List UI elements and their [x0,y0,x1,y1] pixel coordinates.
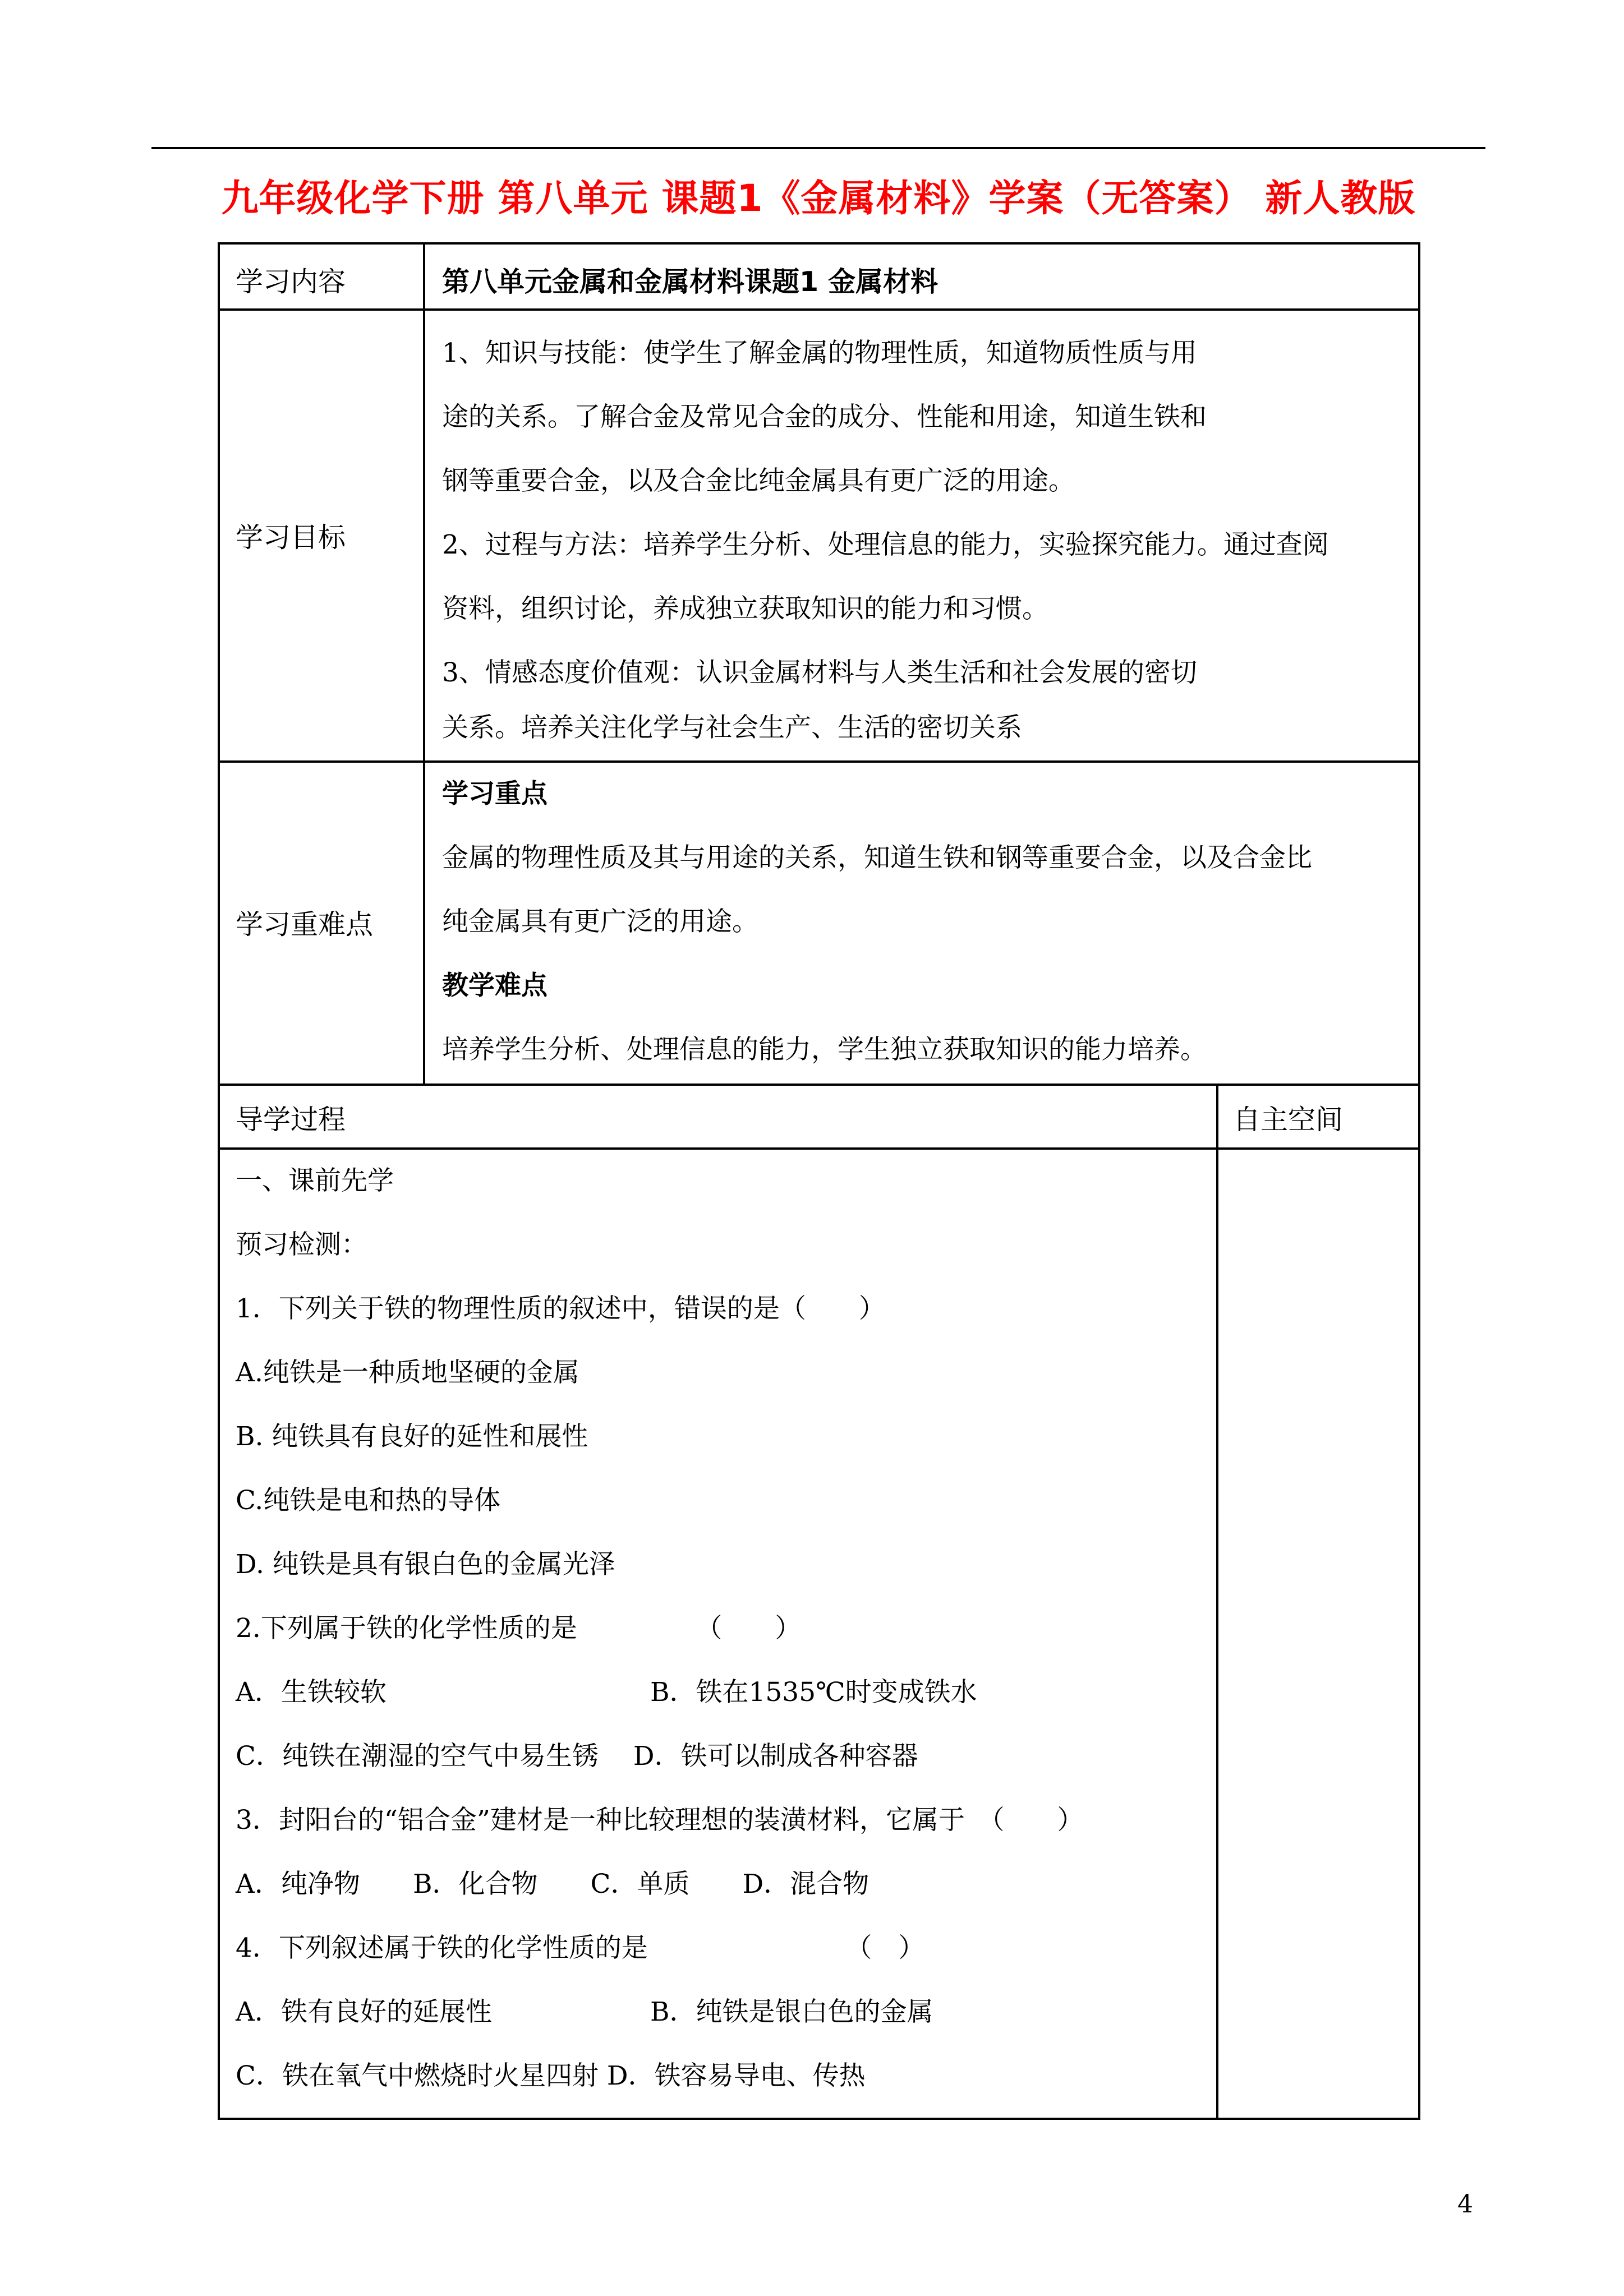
difficulty-heading: 教学难点 [442,970,548,1001]
option-line: C.纯铁是电和热的导体 [236,1485,501,1516]
row-divider [220,1084,1418,1086]
question-4: 4．下列叙述属于铁的化学性质的是 （ ） [236,1933,925,1963]
option-line: B. 纯铁具有良好的延性和展性 [236,1421,588,1452]
objective-line: 3、情感态度价值观：认识金属材料与人类生活和社会发展的密切 [442,657,1197,688]
content-value: 第八单元金属和金属材料课题1 金属材料 [442,266,938,298]
objective-line: 关系。培养关注化学与社会生产、生活的密切关系 [442,712,1022,743]
document-title: 九年级化学下册 第八单元 课题1《金属材料》学案（无答案） 新人教版 [221,177,1416,220]
option-line: A.纯铁是一种质地坚硬的金属 [236,1357,579,1388]
key-points-heading: 学习重点 [442,778,548,809]
option-line: A．纯净物 B．化合物 C．单质 D．混合物 [236,1869,869,1899]
objective-line: 钢等重要合金，以及合金比纯金属具有更广泛的用途。 [442,465,1075,496]
objective-line: 2、过程与方法：培养学生分析、处理信息的能力，实验探究能力。通过查阅 [442,529,1329,560]
column-divider [423,245,425,1085]
key-points-label: 学习重难点 [236,909,374,940]
column-divider [1216,1085,1218,2118]
option-line: A．生铁较软 B．铁在1535℃时变成铁水 [236,1677,977,1708]
question-2: 2.下列属于铁的化学性质的是 （ ） [236,1613,802,1644]
key-points-text: 金属的物理性质及其与用途的关系，知道生铁和钢等重要合金，以及合金比 [442,842,1312,873]
question-3: 3．封阳台的“铝合金”建材是一种比较理想的装潢材料，它属于 （ ） [236,1805,1084,1836]
header-rule [151,147,1485,149]
self-space-header: 自主空间 [1233,1104,1344,1136]
option-line: D. 纯铁是具有银白色的金属光泽 [236,1549,615,1580]
page-number: 4 [1457,2190,1473,2219]
key-points-text: 纯金属具有更广泛的用途。 [442,906,758,937]
row-divider [220,760,1418,763]
process-line: 预习检测： [236,1229,367,1260]
content-label: 学习内容 [236,266,346,298]
process-line: 一、课前先学 [236,1165,394,1196]
difficulty-text: 培养学生分析、处理信息的能力，学生独立获取知识的能力培养。 [442,1034,1207,1065]
row-divider [220,1147,1418,1150]
row-divider [220,308,1418,311]
objectives-label: 学习目标 [236,522,346,554]
process-header: 导学过程 [236,1104,346,1136]
objective-line: 1、知识与技能：使学生了解金属的物理性质，知道物质性质与用 [442,338,1197,368]
option-line: A．铁有良好的延展性 B．纯铁是银白色的金属 [236,1997,933,2027]
objective-line: 资料，组织讨论，养成独立获取知识的能力和习惯。 [442,593,1048,624]
objective-line: 途的关系。了解合金及常见合金的成分、性能和用途，知道生铁和 [442,402,1207,432]
question-1: 1．下列关于铁的物理性质的叙述中，错误的是（ ） [236,1293,885,1324]
option-line: C．铁在氧气中燃烧时火星四射 D．铁容易导电、传热 [236,2060,866,2091]
option-line: C．纯铁在潮湿的空气中易生锈 D．铁可以制成各种容器 [236,1741,918,1772]
study-plan-table [218,242,1420,2120]
